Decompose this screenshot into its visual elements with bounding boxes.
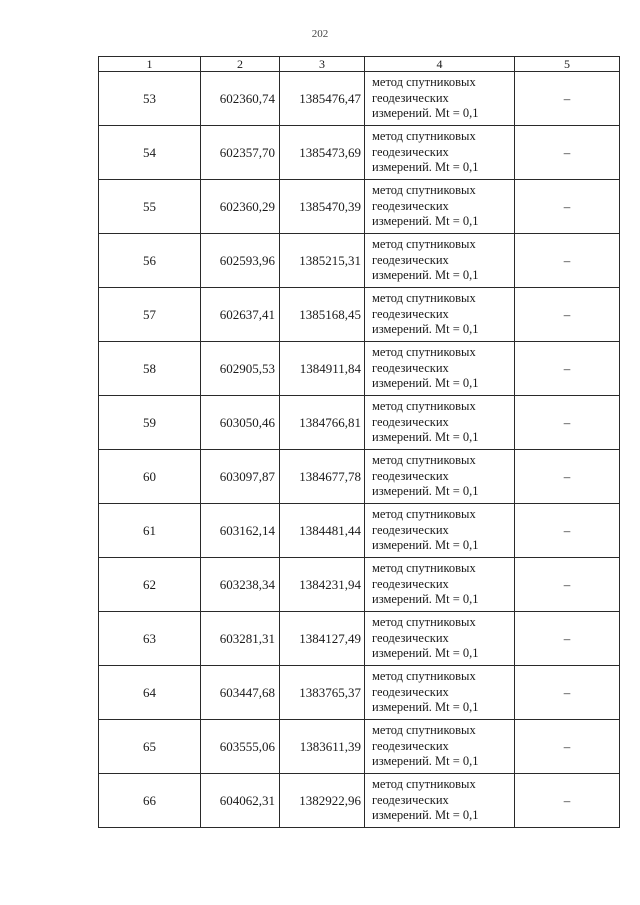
method-line: измерений. Mt = 0,1 <box>372 754 479 769</box>
note-cell: – <box>515 450 620 504</box>
point-number-cell: 57 <box>99 288 201 342</box>
table-header-row <box>99 57 620 72</box>
header-col-4: 4 <box>365 57 515 72</box>
coordinates-table <box>98 56 620 828</box>
table-row <box>99 396 620 450</box>
method-line: измерений. Mt = 0,1 <box>372 484 479 499</box>
method-cell <box>365 774 515 828</box>
method-line: измерений. Mt = 0,1 <box>372 160 479 175</box>
note-cell: – <box>515 126 620 180</box>
x-coordinate-cell: 603447,68 <box>201 666 280 720</box>
point-number-cell: 53 <box>99 72 201 126</box>
table-row <box>99 612 620 666</box>
table-row <box>99 666 620 720</box>
table-row <box>99 342 620 396</box>
header-col-5: 5 <box>515 57 620 72</box>
note-cell: – <box>515 288 620 342</box>
note-cell: – <box>515 234 620 288</box>
method-cell <box>365 72 515 126</box>
method-line: геодезических <box>372 522 449 537</box>
note-cell: – <box>515 774 620 828</box>
note-cell: – <box>515 558 620 612</box>
method-line: метод спутниковых <box>372 561 476 576</box>
x-coordinate-cell: 603238,34 <box>201 558 280 612</box>
method-line: геодезических <box>372 90 449 105</box>
method-cell <box>365 558 515 612</box>
method-line: геодезических <box>372 360 449 375</box>
method-cell <box>365 612 515 666</box>
point-number-cell: 59 <box>99 396 201 450</box>
note-cell: – <box>515 720 620 774</box>
y-coordinate-cell: 1383611,39 <box>280 720 365 774</box>
table-row <box>99 234 620 288</box>
point-number-cell: 63 <box>99 612 201 666</box>
note-cell: – <box>515 612 620 666</box>
x-coordinate-cell: 602357,70 <box>201 126 280 180</box>
method-line: измерений. Mt = 0,1 <box>372 106 479 121</box>
method-line: метод спутниковых <box>372 507 476 522</box>
method-line: геодезических <box>372 630 449 645</box>
method-line: метод спутниковых <box>372 453 476 468</box>
method-line: измерений. Mt = 0,1 <box>372 430 479 445</box>
y-coordinate-cell: 1384231,94 <box>280 558 365 612</box>
y-coordinate-cell: 1384481,44 <box>280 504 365 558</box>
table-row <box>99 774 620 828</box>
x-coordinate-cell: 603281,31 <box>201 612 280 666</box>
method-line: геодезических <box>372 252 449 267</box>
method-line: метод спутниковых <box>372 129 476 144</box>
x-coordinate-cell: 603050,46 <box>201 396 280 450</box>
note-cell: – <box>515 72 620 126</box>
table-row <box>99 720 620 774</box>
point-number-cell: 55 <box>99 180 201 234</box>
table-body <box>99 57 620 828</box>
y-coordinate-cell: 1385476,47 <box>280 72 365 126</box>
method-line: геодезических <box>372 792 449 807</box>
page-number: 202 <box>311 28 329 40</box>
method-cell <box>365 396 515 450</box>
note-cell: – <box>515 180 620 234</box>
method-cell <box>365 234 515 288</box>
y-coordinate-cell: 1382922,96 <box>280 774 365 828</box>
header-col-1: 1 <box>99 57 201 72</box>
x-coordinate-cell: 602360,29 <box>201 180 280 234</box>
method-line: метод спутниковых <box>372 237 476 252</box>
method-line: измерений. Mt = 0,1 <box>372 700 479 715</box>
table-row <box>99 180 620 234</box>
method-line: геодезических <box>372 306 449 321</box>
method-line: метод спутниковых <box>372 777 476 792</box>
method-cell <box>365 450 515 504</box>
method-line: геодезических <box>372 684 449 699</box>
x-coordinate-cell: 602360,74 <box>201 72 280 126</box>
point-number-cell: 61 <box>99 504 201 558</box>
method-cell <box>365 666 515 720</box>
method-line: метод спутниковых <box>372 399 476 414</box>
y-coordinate-cell: 1384766,81 <box>280 396 365 450</box>
method-line: геодезических <box>372 198 449 213</box>
point-number-cell: 62 <box>99 558 201 612</box>
method-line: геодезических <box>372 144 449 159</box>
y-coordinate-cell: 1384911,84 <box>280 342 365 396</box>
x-coordinate-cell: 603162,14 <box>201 504 280 558</box>
y-coordinate-cell: 1385473,69 <box>280 126 365 180</box>
method-line: измерений. Mt = 0,1 <box>372 538 479 553</box>
table-row <box>99 504 620 558</box>
method-line: метод спутниковых <box>372 723 476 738</box>
table-row <box>99 558 620 612</box>
x-coordinate-cell: 602593,96 <box>201 234 280 288</box>
method-line: метод спутниковых <box>372 615 476 630</box>
point-number-cell: 60 <box>99 450 201 504</box>
method-line: геодезических <box>372 468 449 483</box>
point-number-cell: 66 <box>99 774 201 828</box>
table-row <box>99 450 620 504</box>
point-number-cell: 58 <box>99 342 201 396</box>
method-line: метод спутниковых <box>372 669 476 684</box>
method-line: измерений. Mt = 0,1 <box>372 376 479 391</box>
y-coordinate-cell: 1384127,49 <box>280 612 365 666</box>
note-cell: – <box>515 504 620 558</box>
table-row <box>99 72 620 126</box>
note-cell: – <box>515 342 620 396</box>
point-number-cell: 64 <box>99 666 201 720</box>
method-cell <box>365 504 515 558</box>
method-cell <box>365 720 515 774</box>
x-coordinate-cell: 603097,87 <box>201 450 280 504</box>
method-line: измерений. Mt = 0,1 <box>372 322 479 337</box>
header-col-3: 3 <box>280 57 365 72</box>
method-line: метод спутниковых <box>372 75 476 90</box>
method-line: измерений. Mt = 0,1 <box>372 268 479 283</box>
method-cell <box>365 126 515 180</box>
method-line: геодезических <box>372 576 449 591</box>
method-cell <box>365 342 515 396</box>
y-coordinate-cell: 1385470,39 <box>280 180 365 234</box>
point-number-cell: 56 <box>99 234 201 288</box>
method-cell <box>365 180 515 234</box>
x-coordinate-cell: 603555,06 <box>201 720 280 774</box>
point-number-cell: 65 <box>99 720 201 774</box>
y-coordinate-cell: 1383765,37 <box>280 666 365 720</box>
table-row <box>99 126 620 180</box>
method-line: метод спутниковых <box>372 345 476 360</box>
y-coordinate-cell: 1384677,78 <box>280 450 365 504</box>
point-number-cell: 54 <box>99 126 201 180</box>
note-cell: – <box>515 396 620 450</box>
x-coordinate-cell: 602905,53 <box>201 342 280 396</box>
method-line: измерений. Mt = 0,1 <box>372 214 479 229</box>
method-line: измерений. Mt = 0,1 <box>372 808 479 823</box>
note-cell: – <box>515 666 620 720</box>
method-line: метод спутниковых <box>372 291 476 306</box>
x-coordinate-cell: 604062,31 <box>201 774 280 828</box>
method-line: измерений. Mt = 0,1 <box>372 646 479 661</box>
method-cell <box>365 288 515 342</box>
x-coordinate-cell: 602637,41 <box>201 288 280 342</box>
method-line: геодезических <box>372 414 449 429</box>
table-row <box>99 288 620 342</box>
y-coordinate-cell: 1385168,45 <box>280 288 365 342</box>
header-col-2: 2 <box>201 57 280 72</box>
method-line: измерений. Mt = 0,1 <box>372 592 479 607</box>
method-line: метод спутниковых <box>372 183 476 198</box>
method-line: геодезических <box>372 738 449 753</box>
y-coordinate-cell: 1385215,31 <box>280 234 365 288</box>
